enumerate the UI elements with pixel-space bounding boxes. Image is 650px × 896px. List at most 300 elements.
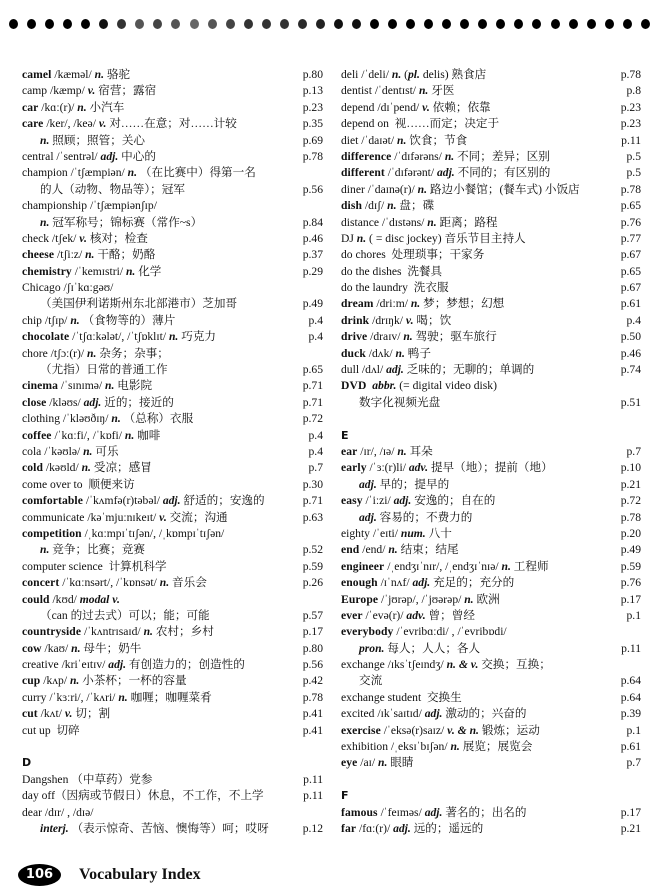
entry-text [341,723,625,739]
page-reference: p.65 [620,264,641,278]
page-reference: p.57 [302,608,323,622]
vocabulary-entry [341,657,641,673]
part-of-speech: n. [77,100,87,114]
headword: enough [341,576,378,590]
headword: duck [341,346,366,360]
entry-continuation-line [22,182,323,198]
entry-text [22,133,301,149]
page-reference: p.13 [302,84,323,98]
vocabulary-entry [341,313,641,329]
headword: DVD [341,379,367,393]
entry-definition: 核对；检查 [86,231,148,245]
page-reference: p.65 [620,199,641,213]
headword: difference [341,149,392,163]
part-of-speech: n. [378,756,388,770]
entry-text [341,690,619,706]
entry-definition: 化学 [135,264,162,278]
entry-definition: /kləʊs/ [46,395,84,409]
entry-definition: 激动的；兴奋的 [442,707,527,721]
entry-definition: 饮食；节食 [406,133,468,147]
page-reference: p.4 [308,313,323,327]
entry-text [341,378,639,394]
vocabulary-entry [341,116,641,132]
vocabulary-entry [22,788,323,804]
section-letter-heading: D [22,756,32,770]
entry-definition: 鸭子 [404,346,431,360]
part-of-speech: v. [422,100,430,114]
entry-definition: 巧克力 [178,330,217,344]
entry-definition: depend /dɪˈpend/ [341,100,423,114]
headword: cinema [22,379,59,393]
section-letter-heading: E [341,428,349,442]
entry-text [22,67,301,83]
vocabulary-entry [22,231,323,247]
entry-text [22,444,307,460]
vocabulary-entry [22,100,323,116]
entry-text [22,657,301,673]
part-of-speech: n. [417,182,427,196]
part-of-speech: n. [125,264,136,278]
vocabulary-entry [22,165,323,181]
entry-definition: /fɑː(r)/ [356,821,394,835]
entry-definition: creative /kriˈeɪtɪv/ [22,658,109,672]
entry-definition: 母牛；奶牛 [80,641,142,655]
entry-definition: /ˈjʊrəp/, /ˈjʊərəp/ [378,592,465,606]
part-of-speech: adj. [359,510,377,524]
entry-definition: 驾驶；驱车旅行 [412,330,497,344]
vocabulary-entry [341,755,641,771]
entry-text [341,182,619,198]
headword: famous [341,805,378,819]
entry-definition: camp /kæmp/ [22,84,88,98]
entry-definition: 竞争；比赛；竞赛 [49,543,146,557]
vocabulary-entry [341,247,641,263]
index-column-left [22,67,323,837]
entry-definition: /kʌp/ [40,674,70,688]
vocabulary-entry [22,198,323,214]
entry-continuation-line [341,395,641,411]
page-reference [321,526,323,542]
entry-definition: exchange student 交换生 [341,690,462,704]
entry-text [22,690,301,706]
headword: comfortable [22,494,83,508]
entry-text [341,346,619,362]
entry-text [22,329,307,345]
entry-text [341,821,619,837]
headword: drive [341,330,368,344]
page-reference: p.69 [302,133,323,147]
page-reference: p.59 [302,559,323,573]
entry-definition: /ˈkɑːnsərt/, /ˈkɒnsət/ [59,576,160,590]
entry-definition: DJ [341,231,357,245]
page-reference [639,624,641,640]
header-dot [406,19,415,29]
page-reference: p.7 [308,461,323,475]
entry-definition: 音乐会 [169,576,207,590]
page-reference: p.61 [620,740,641,754]
page-reference: p.23 [302,100,323,114]
page-reference: p.67 [620,281,641,295]
vocabulary-entry [341,559,641,575]
page-reference: p.49 [302,297,323,311]
page-reference [321,280,323,296]
entry-text [341,592,619,608]
vocabulary-entry [22,411,323,427]
page-reference: p.10 [620,461,641,475]
header-dot [496,19,505,29]
part-of-speech: n. [105,379,115,393]
header-dot [316,19,325,29]
entry-text [341,100,619,116]
headword: camel [22,68,52,81]
header-dot [352,19,361,29]
page-reference: p.76 [620,215,641,229]
page-reference: p.1 [626,608,641,622]
entry-definition: /end/ [359,543,389,557]
vocabulary-entry [341,346,641,362]
header-dot [514,19,523,29]
part-of-speech: adj. [83,395,102,409]
page-reference: p.71 [302,379,323,393]
page-reference: p.42 [302,674,323,688]
vocabulary-entry [22,673,323,689]
page-reference: p.46 [620,346,641,360]
page-reference: p.78 [302,149,323,163]
entry-definition: /ˌkɑːmpɪˈtɪʃən/, /ˌkɒmpɪˈtɪʃən/ [81,526,225,540]
vocabulary-entry [22,444,323,460]
headword: end [341,543,360,557]
entry-definition: /kʊd/ [49,592,80,606]
page-reference: p.1 [626,723,641,737]
entry-definition: distance /ˈdɪstəns/ [341,215,428,229]
entry-text [22,477,301,493]
entry-text [341,231,619,247]
vocabulary-entry [22,706,323,722]
vocabulary-entry [22,657,323,673]
entry-definition: diner /ˈdaɪnə(r)/ [341,182,418,196]
page-reference: p.23 [620,100,641,114]
entry-definition: 咖啡 [134,428,161,442]
page-reference: p.61 [620,297,641,311]
entry-definition: diet /ˈdaɪət/ [341,133,398,147]
entry-text [341,559,619,575]
entry-continuation-line [22,133,323,149]
entry-text [22,411,301,427]
part-of-speech: n. [40,133,50,147]
entry-definition: excited /ɪkˈsaɪtɪd/ [341,707,425,721]
entry-definition: 牙医 [428,84,455,98]
vocabulary-entry [341,624,641,640]
vocabulary-entry [22,559,323,575]
part-of-speech: adj. [436,166,455,180]
headword: coffee [22,428,52,442]
page-reference: p.49 [620,543,641,557]
page-reference: p.41 [302,723,323,737]
entry-definition: chip /tʃɪp/ [22,313,71,327]
page-reference: p.64 [620,690,641,704]
entry-definition: 数字化视频光盘 [359,395,441,409]
part-of-speech: n. [94,68,104,81]
page-reference: p.56 [302,658,323,672]
entry-definition: /ˈkʌmfə(r)təbəl/ [82,494,163,508]
entry-definition: /ɪˈnʌf/ [377,576,413,590]
entry-definition: /ˈfeɪməs/ [377,805,425,819]
entry-text [22,149,301,165]
entry-continuation-line [22,821,323,837]
entry-definition: （美国伊利诺斯州东北部港市）芝加哥 [40,297,238,311]
entry-definition: do the laundry 洗衣服 [341,281,449,295]
entry-definition: Chicago /ʃɪˈkɑːgəʊ/ [22,281,114,295]
part-of-speech: n. [87,346,97,360]
entry-text [341,83,625,99]
entry-continuation-line [341,510,641,526]
header-dot [81,19,90,29]
entry-definition: championship /ˈtʃæmpiənʃɪp/ [22,199,157,213]
entry-text [341,641,619,657]
headword: chemistry [22,264,72,278]
entry-definition: /driːm/ [373,297,411,311]
part-of-speech: n. [83,444,93,458]
entry-text [22,313,307,329]
footer-title: Vocabulary Index [79,866,201,883]
part-of-speech: adv. [408,461,429,475]
entry-definition: 锻炼；运动 [478,723,540,737]
entry-definition: （总称）衣服 [120,412,194,426]
entry-definition: 容易的；不费力的 [376,510,473,524]
entry-definition: come over to 顺便来访 [22,477,135,491]
vocabulary-entry [341,83,641,99]
part-of-speech: n. [159,576,170,590]
page-reference: p.80 [302,68,323,81]
entry-definition: (= digital video disk) [396,379,497,393]
entry-definition: /ˈkʌntrɪsaɪd/ [81,625,144,639]
entry-text [22,231,301,247]
headword: exercise [341,723,381,737]
part-of-speech: n. [168,330,179,344]
headword: eye [341,756,358,770]
part-of-speech: n. [403,330,413,344]
part-of-speech: n. [450,740,460,754]
vocabulary-entry [341,739,641,755]
section-spacer [22,739,323,755]
entry-continuation-line [22,296,323,312]
header-dot [244,19,253,29]
vocabulary-entry [22,116,323,132]
vocabulary-entry [341,231,641,247]
entry-text [22,542,301,558]
vocabulary-entry [341,264,641,280]
part-of-speech: adj. [359,477,377,491]
part-of-speech: n. [387,199,397,213]
part-of-speech: pl. [408,68,420,81]
page-reference: p.78 [620,182,641,196]
entry-text [341,673,619,689]
vocabulary-entry [341,378,641,394]
part-of-speech: n. [118,690,128,704]
section-spacer [341,772,641,788]
page-reference: p.17 [620,592,641,606]
headword: care [22,117,44,131]
entry-text [22,100,301,116]
part-of-speech: n. [391,68,402,81]
header-dot [135,19,144,29]
entry-definition: /ˈevə(r)/ [362,608,407,622]
entry-text [341,444,625,460]
page-reference: p.76 [620,576,641,590]
vocabulary-entry [22,67,323,83]
vocabulary-entry [22,477,323,493]
entry-text [22,608,301,624]
entry-text [22,362,301,378]
entry-definition: 结束；结尾 [397,543,459,557]
entry-definition: 农村；乡村 [152,625,214,639]
entry-definition: /ˈkemɪstri/ [71,264,126,278]
entry-definition: 小汽车 [86,100,125,114]
entry-definition: curry /ˈkɜːri/, /ˈkʌri/ [22,690,119,704]
header-dot [641,19,650,29]
entry-definition: 展览；展览会 [459,740,533,754]
entry-definition: /ˈeksə(r)saɪz/ [380,723,448,737]
page-reference: p.17 [620,805,641,819]
entry-continuation-line [341,673,641,689]
headword: car [22,100,39,114]
vocabulary-entry [22,510,323,526]
page-reference: p.50 [620,330,641,344]
entry-definition: 电影院 [114,379,153,393]
entry-definition: （表示惊奇、苦恼、懊悔等）呵；哎呀 [68,821,269,835]
entry-text [22,559,301,575]
part-of-speech: adj. [412,576,431,590]
entry-definition: 欧洲 [473,592,500,606]
entry-definition: 不同的；有区别的 [454,166,551,180]
vocabulary-entry [22,690,323,706]
part-of-speech: n. [40,543,50,557]
part-of-speech: adj. [424,707,443,721]
entry-text [341,280,619,296]
entry-definition: /ˈevribɑːdi/ , /ˈevribɒdi/ [393,625,507,639]
header-dot [334,19,343,29]
vocabulary-entry [22,346,323,362]
vocabulary-entry [22,493,323,509]
vocabulary-entry [341,182,641,198]
entry-text [341,313,625,329]
entry-definition: /dɪʃ/ [362,199,388,213]
index-column-right [341,67,641,837]
entry-text [341,149,625,165]
entry-text [341,460,619,476]
vocabulary-entry [22,428,323,444]
entry-definition: 咖喱；咖喱菜肴 [127,690,212,704]
page-reference: p.12 [302,821,323,835]
page-reference: p.21 [620,477,641,491]
entry-text [341,608,625,624]
entry-text [22,592,321,608]
header-dot [442,19,451,29]
part-of-speech: v. & n. [447,723,479,737]
header-dot [569,19,578,29]
page-reference: p.64 [620,674,641,688]
entry-text [22,247,301,263]
part-of-speech: n. [410,297,421,311]
part-of-speech: num. [400,526,426,540]
page-reference: p.11 [621,133,641,147]
page-reference: p.35 [302,117,323,131]
entry-text [22,296,301,312]
entry-text [341,493,619,509]
entry-definition: 舒适的；安逸的 [180,494,265,508]
entry-continuation-line [341,641,641,657]
entry-text [341,542,619,558]
page-reference [321,198,323,214]
entry-definition: 安逸的；自在的 [411,494,496,508]
part-of-speech: adj. [108,658,126,672]
part-of-speech: v. [87,84,96,98]
headword: far [341,821,357,835]
entry-text [22,706,301,722]
header-dot [388,19,397,29]
header-dot [424,19,433,29]
page-reference: p.37 [302,248,323,262]
part-of-speech: n. [501,559,511,573]
part-of-speech: v. [98,117,107,131]
part-of-speech: n. [111,412,121,426]
vocabulary-entry [22,723,323,739]
header-dot [9,19,18,29]
page-reference [321,592,323,608]
header-dot [63,19,72,29]
page-reference: p.7 [626,444,641,458]
entry-continuation-line [341,477,641,493]
entry-definition: do the dishes 洗餐具 [341,264,443,278]
page-reference: p.11 [303,772,323,786]
entry-definition: 充足的；充分的 [430,576,515,590]
page-reference: p.39 [620,707,641,721]
part-of-speech: n. [143,625,153,639]
header-dot [99,19,108,29]
vocabulary-entry [22,772,323,788]
part-of-speech: interj. [40,821,69,835]
entry-definition: /draɪv/ [367,330,404,344]
entry-definition: 冠军称号；锦标赛（常作~s） [49,215,203,229]
entry-text [341,116,619,132]
entry-definition: /ˈɜː(r)li/ [366,461,409,475]
entry-definition: depend on 视……而定；决定于 [341,117,500,131]
vocabulary-entry [341,296,641,312]
vocabulary-entry [341,805,641,821]
entry-text [341,477,619,493]
headword: everybody [341,625,394,639]
entry-text [22,772,301,788]
entry-definition: 眼睛 [387,756,414,770]
page-reference: p.30 [302,477,323,491]
entry-definition: dull /dʌl/ [341,363,387,377]
entry-definition: exhibition /ˌeksɪˈbɪʃən/ [341,740,451,754]
part-of-speech: n. [444,149,455,163]
page-reference [321,165,323,181]
entry-definition: dear /dɪr/ , /dɪə/ [22,805,94,819]
part-of-speech: v. [159,510,167,524]
page-reference: p.29 [302,264,323,278]
entry-definition: /ˈsɪnɪmə/ [58,379,106,393]
entry-definition: 宿营；露宿 [95,84,157,98]
page-reference: p.4 [308,444,323,458]
part-of-speech: adj. [393,494,412,508]
headword: ear [341,444,358,458]
vocabulary-entry [22,624,323,640]
entry-definition: /ˈdɪfərənt/ [384,166,437,180]
entry-definition: central /ˈsentrəl/ [22,149,101,163]
vocabulary-entry [341,362,641,378]
